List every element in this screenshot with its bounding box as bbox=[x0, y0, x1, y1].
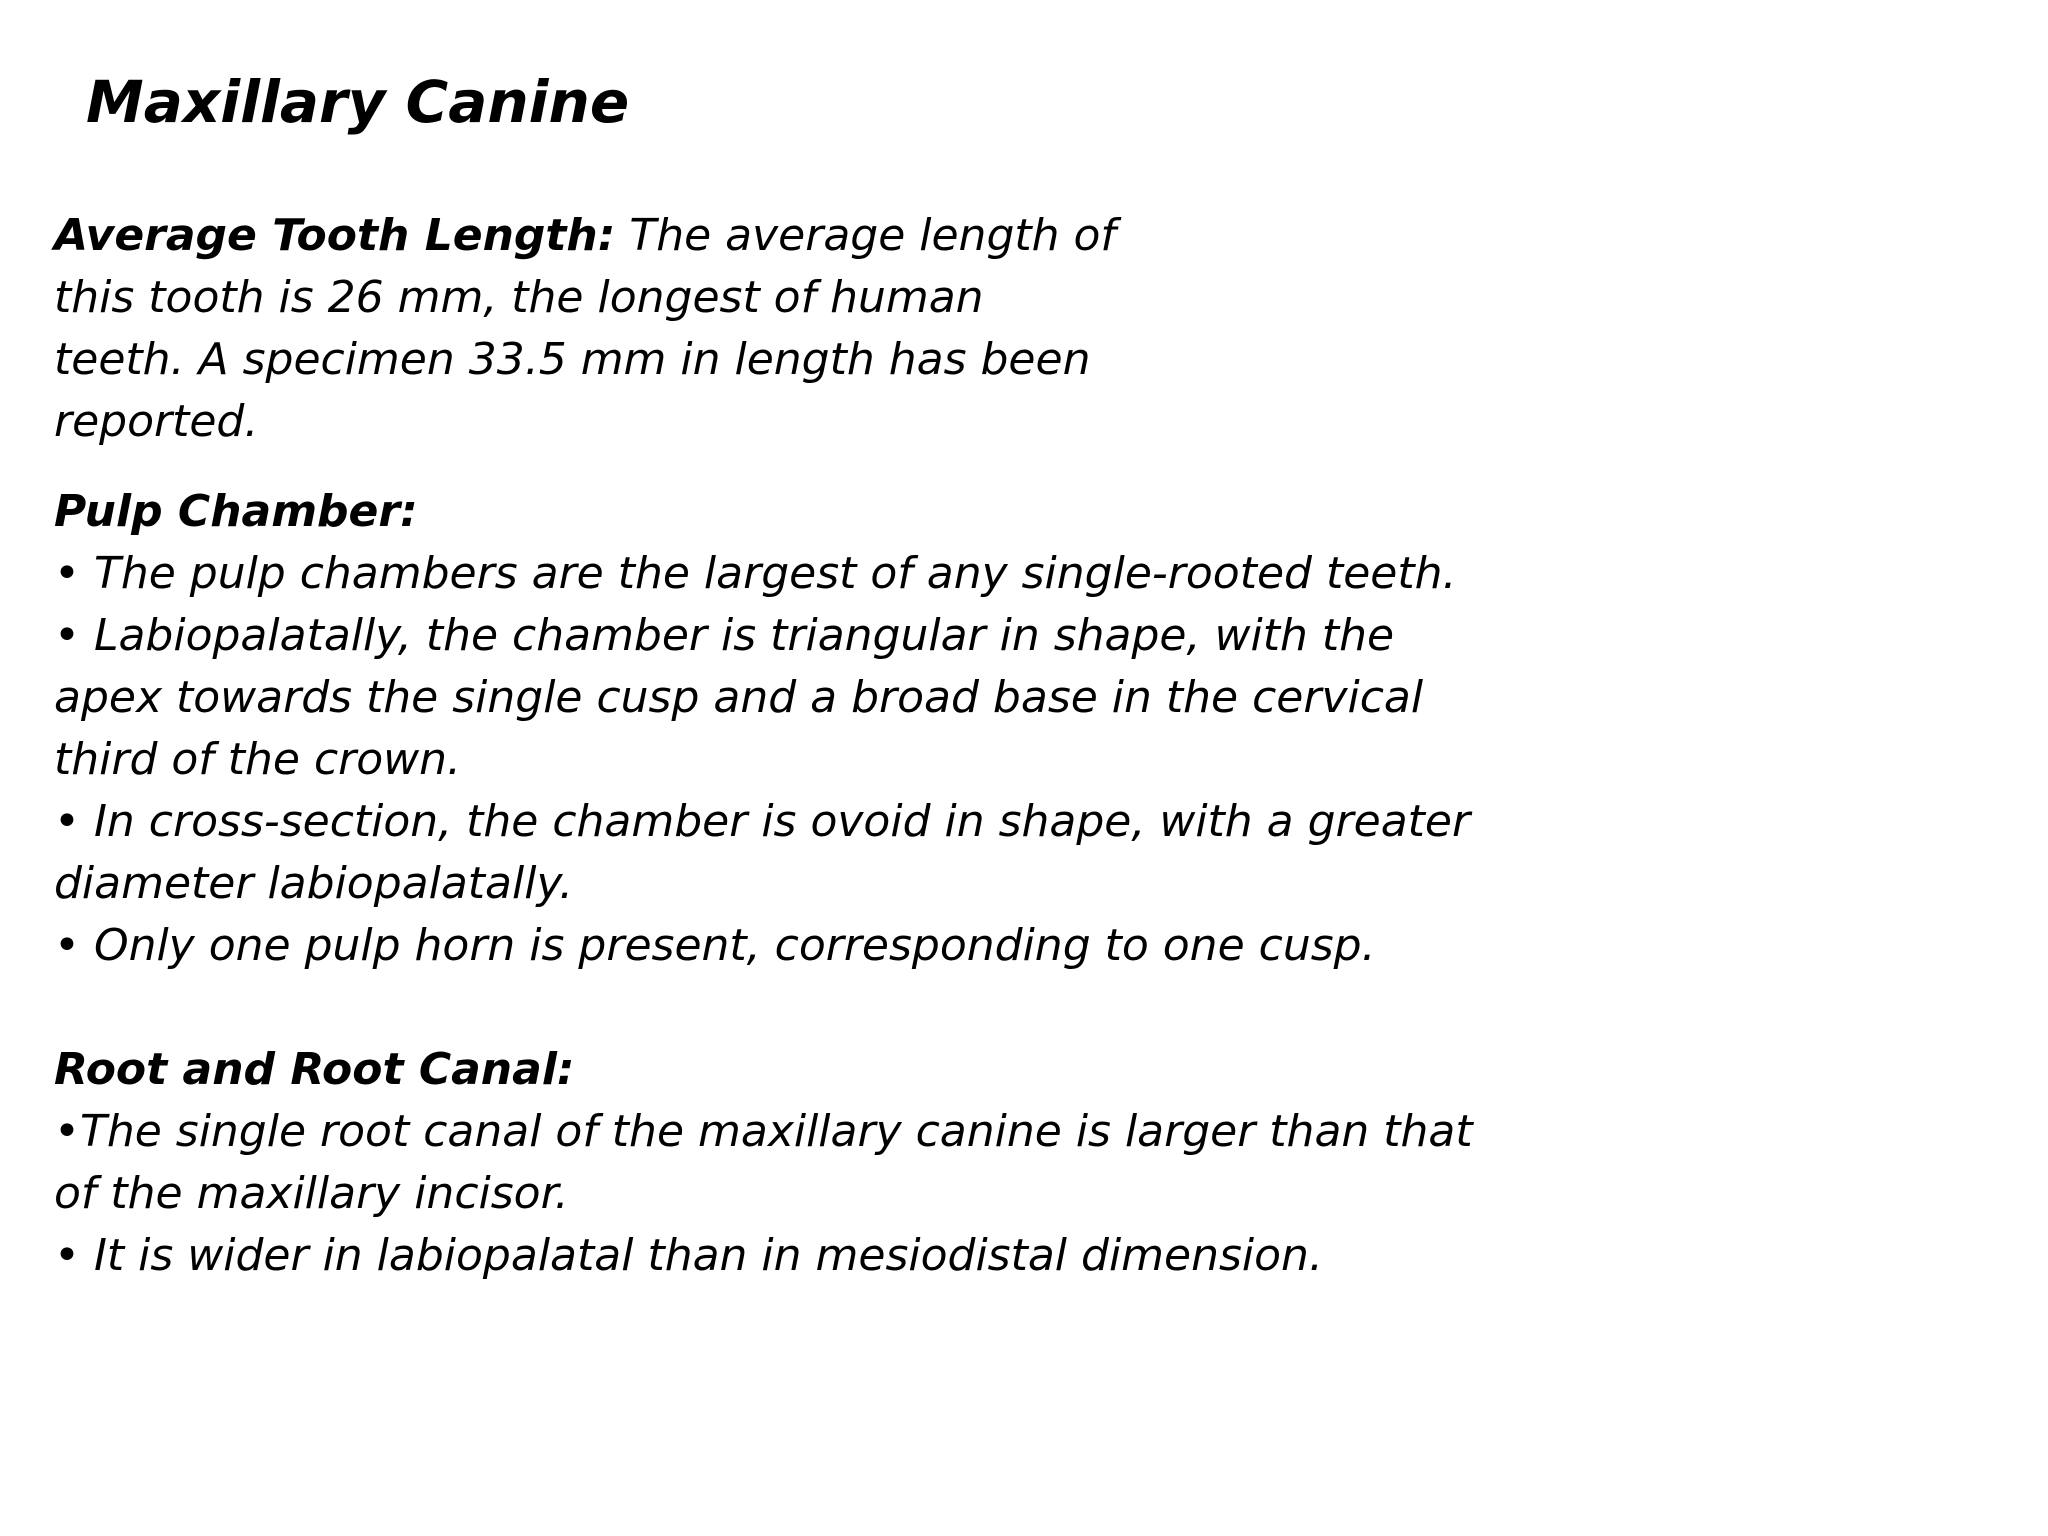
tooth-length-heading: Average Tooth Length: bbox=[54, 210, 616, 261]
slide-title: Maxillary Canine bbox=[86, 68, 630, 136]
bullet-icon: • bbox=[54, 920, 80, 971]
bullet-icon: • bbox=[54, 1106, 80, 1157]
pulp-bullet-3-text: In cross-section, the chamber is ovoid in shape, with a greater bbox=[79, 796, 1471, 847]
tooth-length-line-2: this tooth is 26 mm, the longest of human bbox=[54, 272, 984, 323]
pulp-bullet-3 bbox=[54, 791, 1470, 853]
pulp-bullet-2-cont-2: third of the crown. bbox=[54, 734, 462, 785]
tooth-length-line-4: reported. bbox=[54, 396, 259, 447]
pulp-bullet-1-text: The pulp chambers are the largest of any single-rooted teeth. bbox=[79, 548, 1457, 599]
pulp-bullet-2-cont-1: apex towards the single cusp and a broad base in the cervical bbox=[54, 672, 1424, 723]
tooth-length-line-3: teeth. A specimen 33.5 mm in length has been bbox=[54, 334, 1091, 385]
root-bullet-2 bbox=[54, 1225, 1323, 1287]
root-bullet-2-text: It is wider in labiopalatal than in mesiodistal dimension. bbox=[79, 1230, 1323, 1281]
bullet-icon: • bbox=[54, 796, 80, 847]
bullet-icon: • bbox=[54, 1230, 80, 1281]
pulp-bullet-4 bbox=[54, 915, 1376, 977]
pulp-bullet-3-cont: diameter labiopalatally. bbox=[54, 858, 574, 909]
pulp-bullet-2-text: Labiopalatally, the chamber is triangular in shape, with the bbox=[79, 610, 1395, 661]
bullet-icon: • bbox=[54, 548, 80, 599]
root-bullet-1 bbox=[54, 1101, 1473, 1163]
pulp-bullet-4-text: Only one pulp horn is present, corresponding to one cusp. bbox=[79, 920, 1376, 971]
root-bullet-1-cont: of the maxillary incisor. bbox=[54, 1168, 569, 1219]
pulp-bullet-2 bbox=[54, 605, 1394, 667]
tooth-length-line-1 bbox=[54, 205, 1116, 267]
tooth-length-text: The average length of bbox=[615, 210, 1116, 261]
pulp-chamber-heading: Pulp Chamber: bbox=[54, 486, 418, 537]
bullet-icon: • bbox=[54, 610, 80, 661]
root-canal-heading: Root and Root Canal: bbox=[54, 1044, 575, 1095]
pulp-bullet-1 bbox=[54, 543, 1456, 605]
root-bullet-1-text: The single root canal of the maxillary canine is larger than that bbox=[79, 1106, 1473, 1157]
